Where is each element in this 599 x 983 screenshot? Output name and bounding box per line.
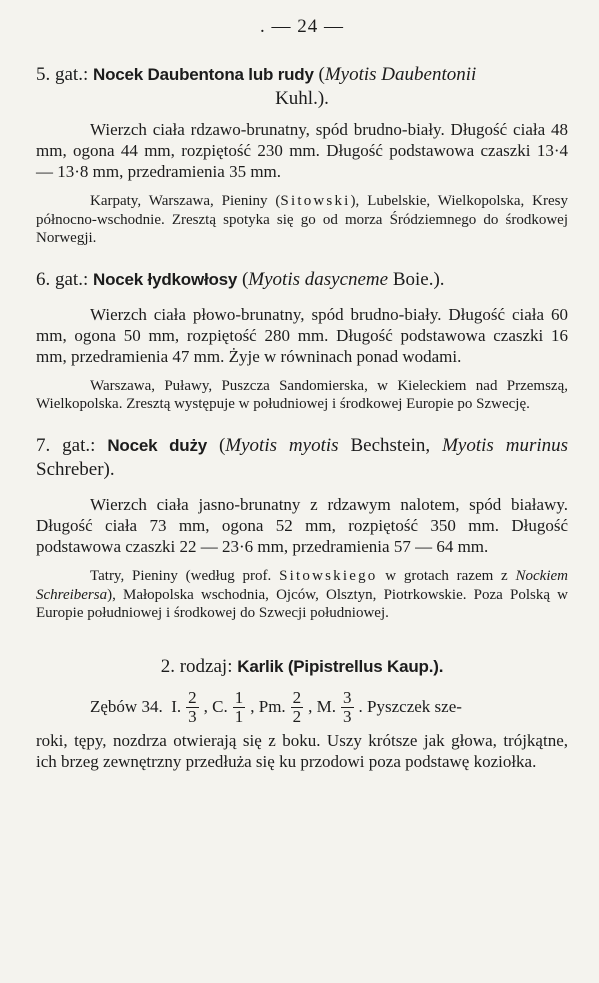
premolar-fraction: $\frac{2}{2}$	[292, 687, 302, 726]
molar-fraction: $\frac{3}{3}$	[343, 687, 352, 726]
canine-fraction: $\frac{1}{1}$	[234, 687, 244, 726]
species-5-author: Kuhl.).	[275, 88, 329, 109]
species-6-distribution: Warszawa, Puławy, Puszcza Sandomierska, w Kieleckiem nad Przemszą, Wielkopolska. Zresztą występuje w południowej i środkowej Europie po Szwecję.	[36, 377, 568, 413]
incisor-fraction: $\frac{2}{3}$	[188, 687, 197, 726]
species-5-latin: Myotis Daubentonii	[324, 64, 477, 85]
species-7-name: Nocek duży	[107, 435, 208, 455]
species-6-heading: 6. gat.: Nocek łydkowłosy (Myotis dasycneme Boie.).	[36, 268, 445, 290]
page-number: . — 24 —	[260, 16, 344, 37]
species-5-name: Nocek Daubentona lub rudy	[93, 65, 314, 84]
species-6-author: Boie.).	[392, 268, 445, 290]
species-7-distribution: Tatry, Pieniny (według prof. Sitowskiego w grotach razem z Nockiem Schreibersa), Małopolska wschodnia, Ojców, Olsztyn, Piotrkowskie. Poza Polską w Europie południowej i środkowej do Szwecji południowej.	[36, 567, 568, 622]
species-5-description: Wierzch ciała rdzawo-brunatny, spód brudno-biały. Długość ciała 48 mm, ogona 44 mm, rozpiętość 230 mm. Długość podstawowa czaszki 13·4 — 13·8 mm, przedramienia 35 mm.	[36, 120, 568, 181]
species-5-distribution: Karpaty, Warszawa, Pieniny (Sitowski), Lubelskie, Wielkopolska, Kresy północno-wschodnie. Zresztą spotyka się go od morza Śródziemnego do środkowej Norwegji.	[36, 193, 568, 247]
species-5-number: 5. gat.:	[36, 64, 89, 85]
species-7-latin-2: Myotis murinus	[442, 434, 569, 456]
species-6-number: 6. gat.:	[36, 268, 89, 290]
species-7-latin-1: Myotis myotis	[225, 434, 339, 456]
species-6-description: Wierzch ciała płowo-brunatny, spód brudno-biały. Długość ciała 60 mm, ogona 50 mm, rozpiętość 280 mm. Długość podstawowa czaszki 16 mm, przedramienia 47 mm. Żyje w równinach ponad wodami.	[36, 304, 568, 366]
genus-description: roki, tępy, nozdrza otwierają się z boku. Uszy krótsze jak głowa, trójkątne, ich brzeg zewnętrzny przedłuża się ku przodowi poza podstawę koziołka.	[36, 730, 568, 771]
species-7-heading: 7. gat.: Nocek duży (Myotis myotis Bechstein, Myotis murinus Schreber).	[36, 434, 569, 480]
page	[36, 16, 568, 782]
genus-number: 2. rodzaj:	[160, 655, 233, 677]
genus-name: Karlik (Pipistrellus Kaup.).	[237, 656, 444, 676]
dental-formula: Zębów 34. I. $\frac{2}{3}$ , C. $\frac{1}{1}$ , Pm. $\frac{2}{2}$ , M. $\frac{3}{3}$ . Pyszczek sze-	[90, 687, 462, 726]
species-7-description: Wierzch ciała jasno-brunatny z rdzawym nalotem, spód białawy. Długość ciała 73 mm, ogona 52 mm, rozpiętość 350 mm. Długość podstawowa czaszki 22 — 23·6 mm, przedramienia 57 — 64 mm.	[36, 494, 568, 556]
species-7-author-1: Bechstein,	[350, 434, 431, 456]
genus-heading	[36, 655, 568, 679]
species-7-number: 7. gat.:	[36, 434, 96, 456]
species-5-heading: 5. gat.: Nocek Daubentona lub rudy (Myotis Daubentonii	[36, 64, 477, 85]
species-6-latin: Myotis dasycneme	[248, 268, 389, 290]
species-6-name: Nocek łydkowłosy	[93, 269, 238, 289]
species-7-author-2: Schreber).	[36, 458, 115, 480]
